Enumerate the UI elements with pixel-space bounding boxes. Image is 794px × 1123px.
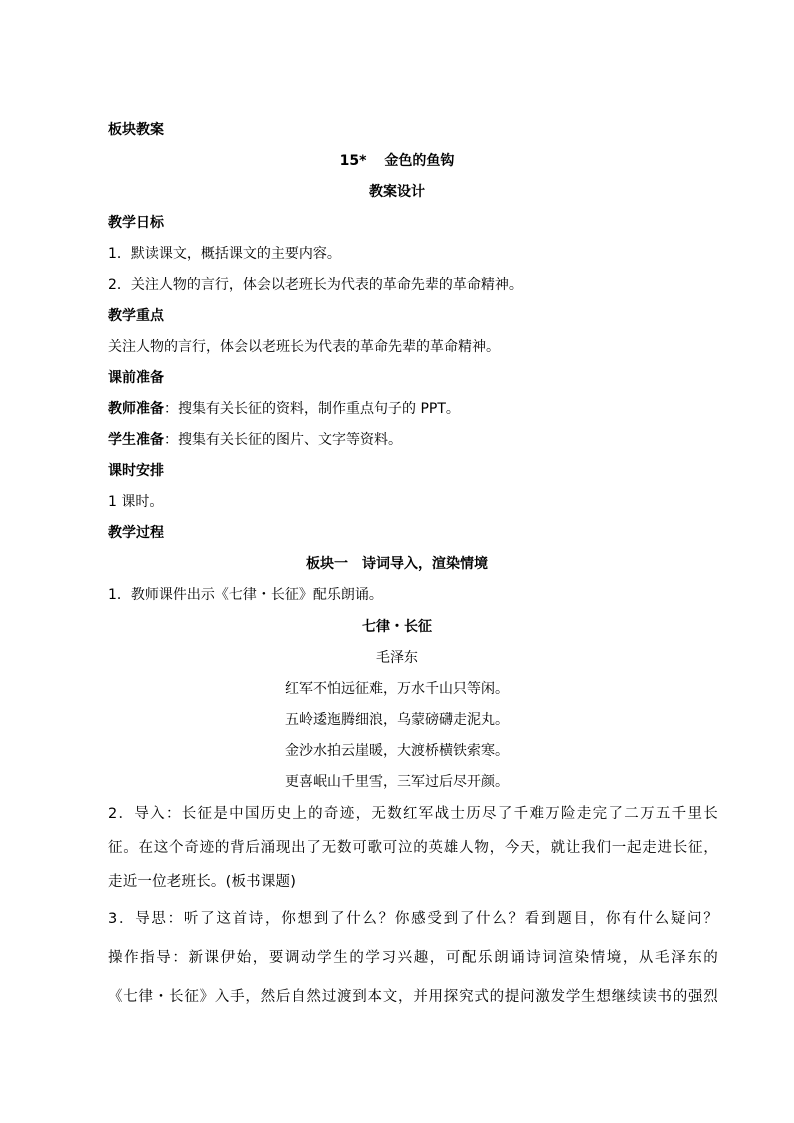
step-two-line: 2．导入：长征是中国历史上的奇迹，无数红军战士历尽了千难万险走完了二万五千里长 xyxy=(108,806,718,822)
poem-line: 金沙水拍云崖暖，大渡桥横铁索寒。 xyxy=(285,743,509,759)
lesson-title xyxy=(0,152,794,170)
step-two-line: 征。在这个奇迹的背后涌现出了无数可歌可泣的英雄人物，今天，就让我们一起走进长征， xyxy=(108,840,718,856)
preparation-heading: 课前准备 xyxy=(108,370,164,386)
process-heading: 教学过程 xyxy=(108,525,164,541)
focus-text: 关注人物的言行，体会以老班长为代表的革命先辈的革命精神。 xyxy=(108,339,500,355)
teacher-preparation-text: ：搜集有关长征的资料，制作重点句子的 PPT。 xyxy=(164,401,460,417)
poem-line: 五岭逶迤腾细浪，乌蒙磅礴走泥丸。 xyxy=(285,712,509,728)
teacher-preparation-label: 教师准备 xyxy=(108,401,164,417)
lesson-name: 金色的鱼钩 xyxy=(384,153,455,169)
lesson-number: 15* xyxy=(339,153,367,169)
objective-item: 1．默读课文，概括课文的主要内容。 xyxy=(108,246,341,262)
focus-heading: 教学重点 xyxy=(108,308,164,324)
objective-item: 2．关注人物的言行，体会以老班长为代表的革命先辈的革命精神。 xyxy=(108,277,523,293)
poem-title: 七律・长征 xyxy=(362,619,432,635)
objectives-heading: 教学日标 xyxy=(108,215,164,231)
schedule-heading: 课时安排 xyxy=(108,463,164,479)
schedule-text: 1 课时。 xyxy=(108,494,164,510)
poem-author: 毛泽东 xyxy=(376,650,418,666)
lesson-subtitle: 教案设计 xyxy=(369,184,425,200)
student-preparation-text: ：搜集有关长征的图片、文字等资料。 xyxy=(164,432,402,448)
poem-line: 更喜岷山千里雪，三军过后尽开颜。 xyxy=(285,774,509,790)
guide-line: 操作指导：新课伊始，要调动学生的学习兴趣，可配乐朗诵诗词渲染情境，从毛泽东的 xyxy=(108,950,718,966)
section-one-heading: 板块一 诗词导入，渲染情境 xyxy=(306,556,488,572)
step-three: 3．导思：听了这首诗，你想到了什么？你感受到了什么？看到题目，你有什么疑问？ xyxy=(108,911,718,927)
guide-line: 《七律・长征》入手，然后自然过渡到本文，并用探究式的提问激发学生想继续读书的强烈 xyxy=(108,989,718,1005)
teacher-preparation xyxy=(108,400,460,418)
step-one: 1．教师课件出示《七律・长征》配乐朗诵。 xyxy=(108,587,383,603)
student-preparation xyxy=(108,431,402,449)
student-preparation-label: 学生准备 xyxy=(108,432,164,448)
section-label: 板块教案 xyxy=(108,122,164,138)
step-two-line: 走近一位老班长。(板书课题) xyxy=(108,874,297,890)
poem-line: 红军不怕远征难，万水千山只等闲。 xyxy=(285,681,509,697)
